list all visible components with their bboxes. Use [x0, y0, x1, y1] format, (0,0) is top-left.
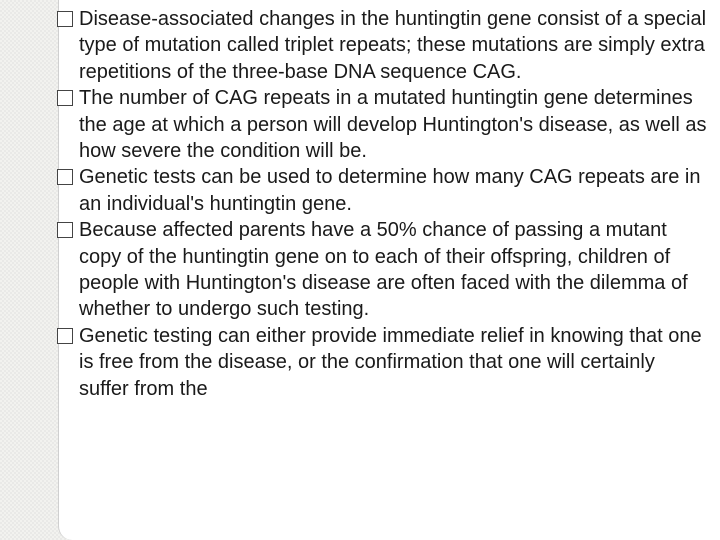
bullet-item	[60, 85, 710, 164]
bullet-item	[60, 6, 710, 85]
bullet-square-icon	[57, 90, 73, 106]
bullet-text: Because affected parents have a 50% chance of passing a mutant copy of the huntingtin gene on to each of their offspring, children of people with Huntington's disease are often faced with the dilemma of whether to undergo such testing.	[79, 219, 688, 321]
bullet-list	[60, 6, 710, 402]
bullet-item	[60, 164, 710, 217]
bullet-text: Disease-associated changes in the huntingtin gene consist of a special type of mutation called triplet repeats; these mutations are simply extra repetitions of the three-base DNA sequence CAG.	[79, 8, 707, 83]
bullet-text: Genetic testing can either provide immediate relief in knowing that one is free from the disease, or the confirmation that one will certainly suffer from the	[79, 324, 702, 400]
bullet-square-icon	[57, 11, 73, 27]
bullet-square-icon	[57, 328, 73, 344]
bullet-square-icon	[57, 169, 73, 185]
bullet-item	[60, 323, 710, 402]
bullet-text: The number of CAG repeats in a mutated huntingtin gene determines the age at which a person will develop Huntington's disease, as well as how severe the condition will be.	[79, 87, 707, 163]
bullet-square-icon	[57, 222, 73, 238]
bullet-text: Genetic tests can be used to determine how many CAG repeats are in an individual's huntingtin gene.	[79, 166, 701, 215]
bullet-item	[60, 217, 710, 323]
